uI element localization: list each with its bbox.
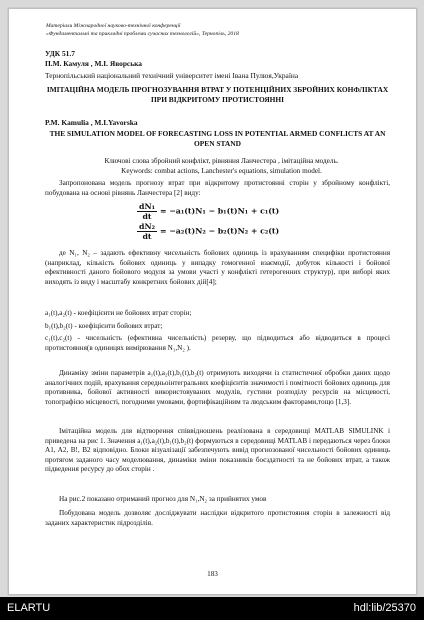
equation-2 — [137, 222, 279, 241]
authors-ua: П.М. Камуля , М.І. Яворська — [45, 59, 142, 68]
authors-en: P.M. Kamulia , M.I.Yavorska — [45, 118, 138, 127]
keywords-ua: Ключові слова збройний конфлікт, рівняння Ланчестера , імітаційна модель. — [104, 157, 339, 165]
keywords — [49, 157, 394, 176]
title-ua: ІМІТАЦІЙНА МОДЕЛЬ ПРОГНОЗУВАННЯ ВТРАТ У ПОТЕНЦІЙНИХ ЗБРОЙНИХ КОНФЛІКТАХ ПРИ ВІДКРИТОМУ ПРОТИСТОЯННІ — [46, 85, 389, 104]
title-en: THE SIMULATION MODEL OF FORECASTING LOSS IN POTENTIAL ARMED CONFLICTS AT AN OPEN STAND — [49, 129, 386, 148]
equation-2-fraction — [137, 222, 157, 241]
equation-1-numerator: dN₁ — [139, 202, 155, 211]
paragraph-simulink: Імітаційна модель для відтворення співвідношень реалізована в середовищі MATLAB SIMULINK і приведена на рис 1. Значення a₁(t),a₂(t),b₁(t),b₂(t) формуються в середовищі MATLAB і передаються через блоки A1, A2, B!, B2 відповідно. Блоки візуалізації забезпечують вивід прогнозованої чисельності бойових одиниць протягом заданого часу моделювання, динаміки зміни показників боєздатності та не бойових втрат, а також підведення ресурсу до обох сторін . — [45, 427, 390, 474]
paragraph-dynamics: Динаміку зміни параметрів a₁(t),a₂(t),b₁(t),b₂(t) отримують виходячи із статистичної обробки даних щодо аналогічних подій, врахування середньоінтегральних коефіцієнтів значимості і помітності бойових одиниць для противника, бойової активності використовуваних модулів, густини розподілу ресурсів на місцевості, топографією місцевості, погодними умовами, фортифікаційним та людським факторами,тощо [1,3]. — [45, 369, 390, 406]
header-line-2: «Фундаментальні та прикладні проблеми сучасних технологій», Тернопіль, 2018 — [46, 31, 239, 37]
paragraph-intro: Запропонована модель прогнозу втрат при відкритому протистоянні сторін у збройному конфлікті, побудована на основі рівнянь Ланчестера [2] виду: — [45, 179, 390, 197]
affiliation: Тернопільський національний технічний університет імені Івана Пулюя,Україна — [45, 71, 299, 80]
paragraph-figure-2: На рис.2 показано отриманий прогноз для N₁,N₂ за прийнятих умов — [59, 495, 267, 503]
list-item: c₁(t),c₂(t) - чисельність (ефективна чисельність) резерву, що підводиться або відводиться в процесі протистояння(в одиницях вимірювання N₁,N₂ ). — [45, 334, 390, 352]
handle-id: hdl:lib/25370 — [353, 602, 416, 614]
equation-1 — [137, 202, 279, 221]
conference-header — [46, 22, 386, 38]
paragraph-conclusion: Побудована модель дозволяє досліджувати наслідки відкритого протистояння сторін в залежності від заданих характеристик підрозділів. — [45, 509, 390, 527]
list-item: a₁(t),a₂(t) - коефіцієнти не бойових втрат сторін; — [45, 309, 192, 317]
list-item: b₁(t),b₂(t) - коефіцієнти бойових втрат; — [45, 321, 163, 330]
equation-1-denominator: dt — [142, 212, 152, 221]
page-number: 183 — [207, 570, 218, 578]
udk-code: УДК 51.7 — [45, 49, 75, 58]
equation-1-rhs: = −a₁(t)N₁ − b₁(t)N₁ + c₁(t) — [160, 206, 280, 216]
document-page — [8, 8, 417, 595]
equation-2-numerator: dN₂ — [139, 222, 155, 231]
header-line-1: Матеріали Міжнародної науково-технічної конференції — [46, 23, 181, 29]
repository-name: ELARTU — [7, 602, 51, 614]
equation-2-denominator: dt — [142, 232, 152, 241]
repository-footer — [0, 597, 424, 620]
keywords-en: Keywords: combat actions, Lanchester's equations, simulation model. — [121, 166, 322, 175]
paragraph-definitions: де N₁, N₂ – задають ефективну чисельність бойових одиниць із врахуванням специфіки протистояння (наприклад, кількість бойових одиниць у випадку гомогенної взаємодії, добуток кількості і бойової ефективності даного бойового модуля за умови участі у конфлікті гетерогенних структур), при виборі яких виходять із виду і масштабу конкретних бойових дій[4]; — [45, 249, 390, 286]
equation-2-rhs: = −a₂(t)N₂ − b₂(t)N₂ + c₂(t) — [160, 226, 280, 236]
coefficient-list — [45, 309, 390, 356]
equation-1-fraction — [137, 202, 157, 221]
